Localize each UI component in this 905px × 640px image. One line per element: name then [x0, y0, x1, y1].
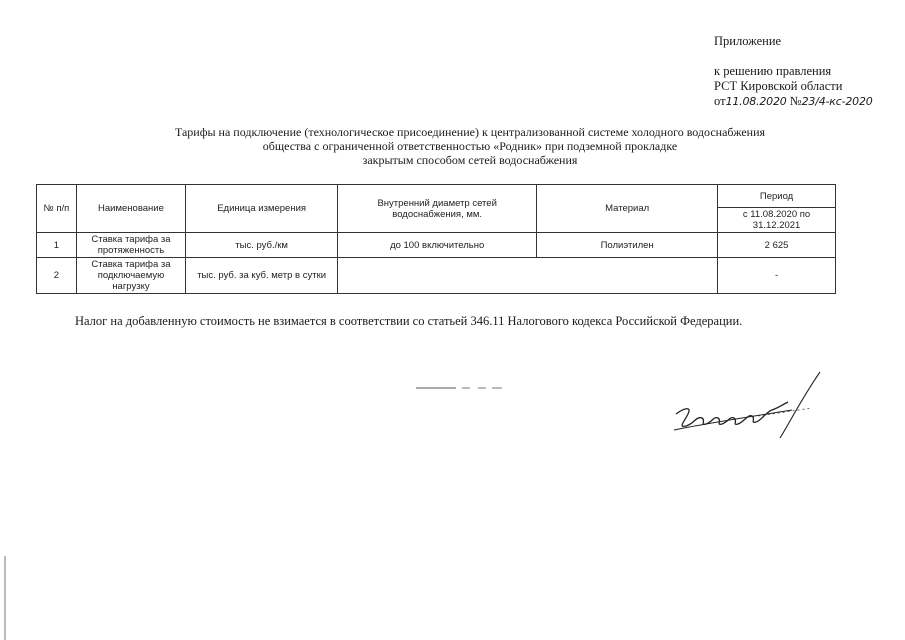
header-num: № п/п [37, 185, 77, 233]
margin-mark [3, 556, 7, 640]
date-prefix: от [714, 94, 726, 108]
cell-name: Ставка тарифа за протяженность [76, 233, 185, 258]
header-diameter: Внутренний диаметр сетей водоснабжения, мм. [338, 185, 537, 233]
header-name: Наименование [76, 185, 185, 233]
appendix-label: Приложение [714, 34, 782, 48]
appendix-decision-line: к решению правления [714, 64, 832, 78]
number-prefix: № [789, 94, 802, 108]
appendix-header [714, 34, 873, 109]
title-line-3: закрытым способом сетей водоснабжения [362, 153, 578, 167]
header-unit: Единица измерения [186, 185, 338, 233]
stray-dash-marks [416, 385, 506, 391]
document-title [60, 125, 880, 167]
cell-value: - [718, 258, 836, 294]
cell-value: 2 625 [718, 233, 836, 258]
title-line-2: общества с ограниченной ответственностью «Родник» при подземной прокладке [262, 139, 678, 153]
tariffs-table [36, 184, 836, 294]
cell-name: Ставка тарифа за подключаемую нагрузку [76, 258, 185, 294]
signature [662, 368, 837, 448]
handwritten-number: 23/4-кс-2020 [801, 95, 873, 108]
cell-unit: тыс. руб./км [186, 233, 338, 258]
cell-material: Полиэтилен [537, 233, 718, 258]
header-period-range: с 11.08.2020 по 31.12.2021 [718, 208, 836, 233]
header-material: Материал [537, 185, 718, 233]
appendix-authority-line: РСТ Кировской области [714, 79, 843, 93]
handwritten-date: 11.08.2020 [725, 95, 787, 108]
table-row [37, 258, 836, 294]
tax-note: Налог на добавленную стоимость не взимается в соответствии со статьей 346.11 Налогового кодекса Российской Федерации. [75, 314, 743, 328]
title-line-1: Тарифы на подключение (технологическое присоединение) к централизованной системе холодного водоснабжения [174, 125, 766, 139]
table-header-row [37, 185, 836, 208]
appendix-date-number-line [714, 94, 873, 109]
cell-diameter-material-merged [338, 258, 718, 294]
header-period: Период [718, 185, 836, 208]
cell-diameter: до 100 включительно [338, 233, 537, 258]
cell-num: 2 [37, 258, 77, 294]
cell-unit: тыс. руб. за куб. метр в сутки [186, 258, 338, 294]
cell-num: 1 [37, 233, 77, 258]
table-row [37, 233, 836, 258]
